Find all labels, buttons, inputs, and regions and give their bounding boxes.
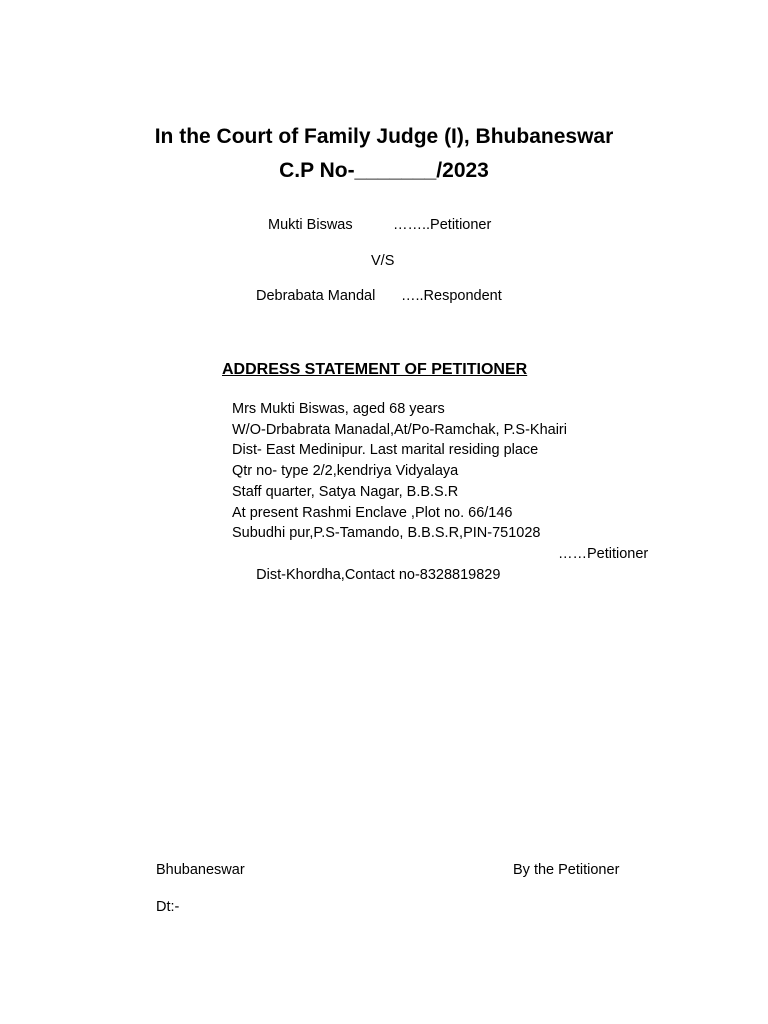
address-line-last: [232, 544, 692, 627]
address-block: [232, 399, 692, 627]
section-title: ADDRESS STATEMENT OF PETITIONER: [222, 361, 528, 378]
footer-date-label: Dt:-: [156, 899, 180, 915]
address-line-text: Dist-Khordha,Contact no-8328819829: [256, 566, 501, 583]
petitioner-role: ……..Petitioner: [393, 217, 492, 233]
footer-place: Bhubaneswar: [156, 862, 245, 878]
petitioner-name: Mukti Biswas: [268, 217, 353, 233]
address-line: Staff quarter, Satya Nagar, B.B.S.R: [232, 483, 459, 500]
address-line: Subudhi pur,P.S-Tamando, B.B.S.R,PIN-751028: [232, 525, 541, 542]
address-line: Dist- East Medinipur. Last marital residing place: [232, 442, 539, 459]
case-number: C.P No-_______/2023: [279, 159, 489, 182]
address-petitioner-role: ……Petitioner: [558, 545, 649, 562]
address-line: Qtr no- type 2/2,kendriya Vidyalaya: [232, 463, 459, 480]
address-line: Mrs Mukti Biswas, aged 68 years: [232, 401, 445, 417]
address-line: W/O-Drbabrata Manadal,At/Po-Ramchak, P.S-Khairi: [232, 421, 567, 438]
versus-label: V/S: [371, 253, 395, 269]
respondent-name: Debrabata Mandal: [256, 288, 376, 304]
address-line: At present Rashmi Enclave ,Plot no. 66/146: [232, 504, 513, 521]
court-title: In the Court of Family Judge (I), Bhubaneswar: [154, 125, 614, 148]
respondent-role: …..Respondent: [401, 288, 502, 304]
footer-signature: By the Petitioner: [513, 862, 620, 878]
